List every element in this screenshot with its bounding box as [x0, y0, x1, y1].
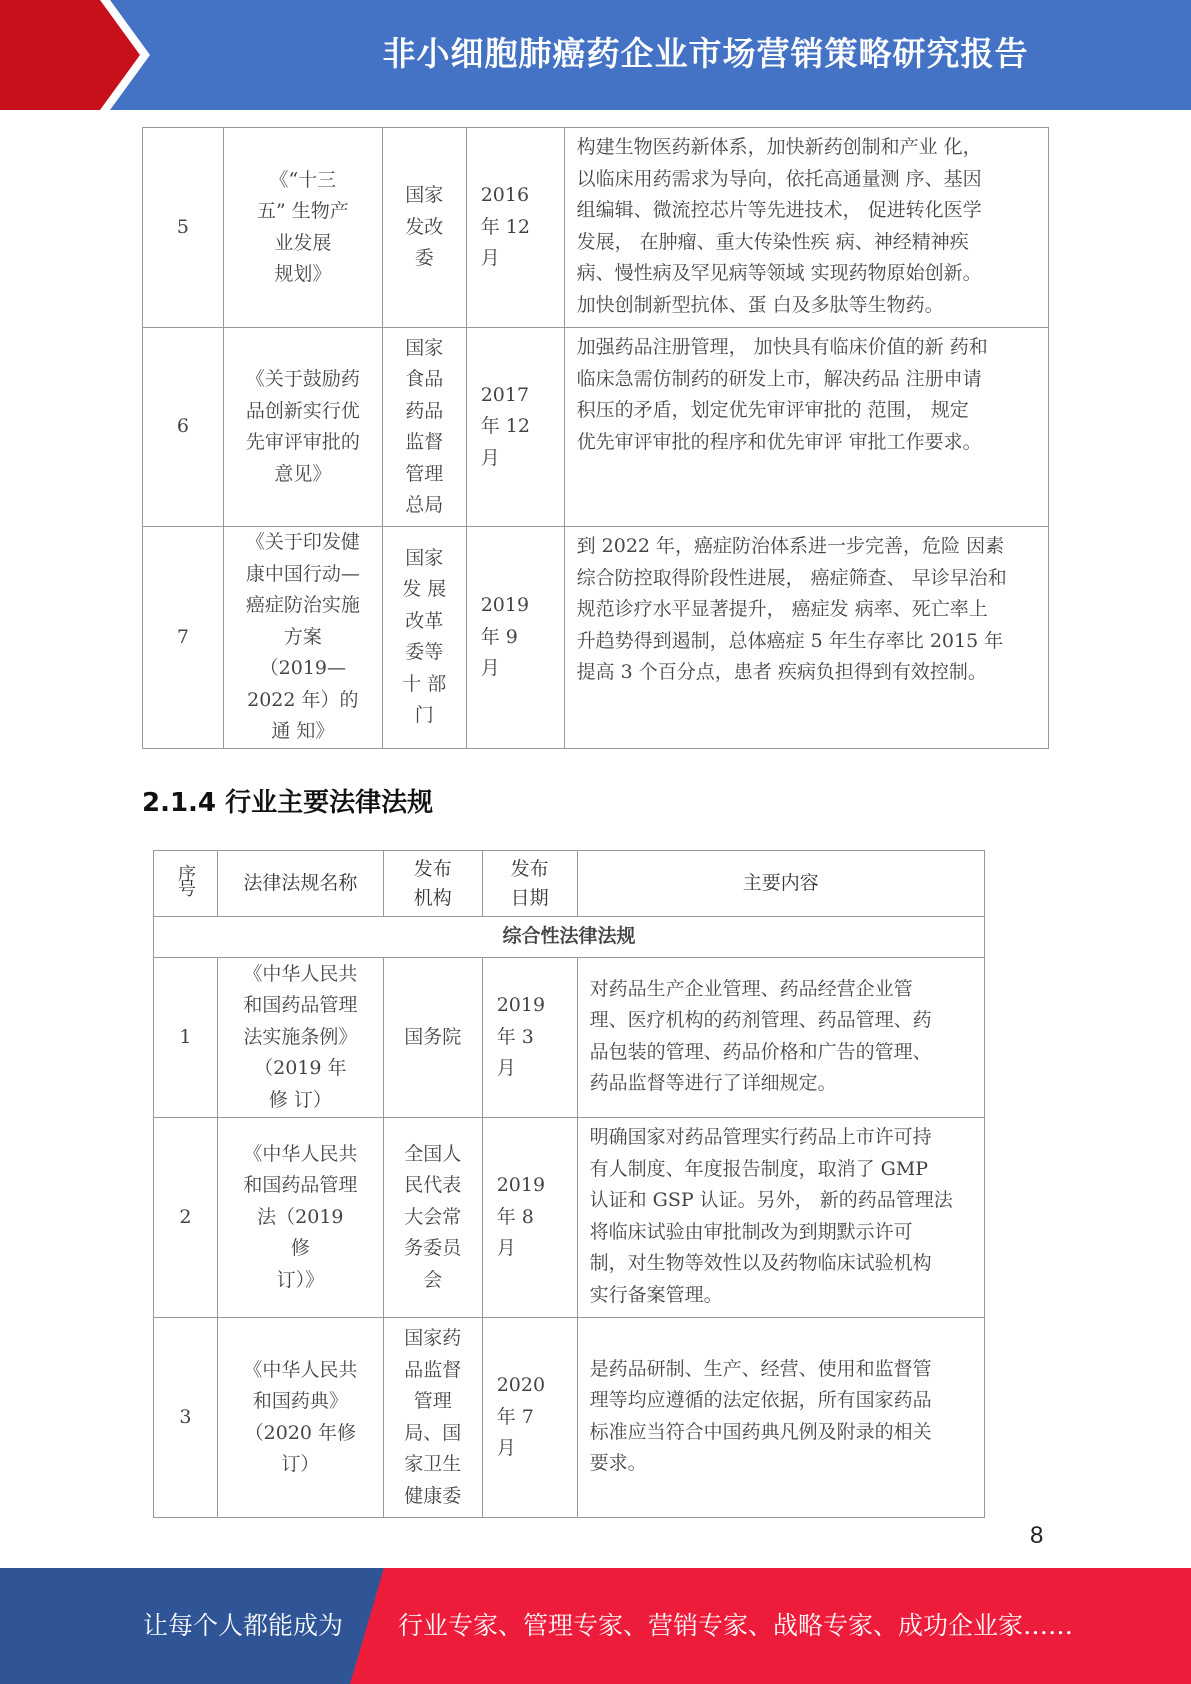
regulation-name-line: 和国药品管理: [243, 1174, 358, 1197]
issuing-org-line: 国家: [405, 546, 444, 569]
issuing-org: [382, 527, 466, 749]
issue-date-line: 年 9: [480, 625, 518, 648]
main-content-line: 加快创制新型抗体、蛋 白及多肽等生物药。: [576, 293, 944, 316]
issue-date-line: 月: [496, 1237, 516, 1260]
regulation-name: [217, 1118, 383, 1318]
header-num: 序号: [154, 851, 218, 917]
issue-date-line: 2020: [496, 1374, 546, 1397]
issuing-org-line: 家卫生: [404, 1453, 462, 1475]
main-content: [564, 527, 1048, 749]
regulation-name-line: 五” 生物产: [256, 200, 349, 222]
main-content-line: 实行备案管理。: [589, 1283, 723, 1306]
main-content-line: 加强药品注册管理， 加快具有临床价值的新 药和: [576, 336, 988, 358]
issuing-org: [383, 1118, 482, 1318]
table-row: [154, 958, 985, 1118]
regulation-name-line: 品创新实行优: [245, 399, 360, 422]
report-footer: [0, 1568, 1191, 1684]
regulation-name: [217, 1318, 383, 1518]
main-content: [564, 128, 1048, 328]
regulation-name-line: 通 知》: [271, 720, 335, 742]
issue-date-line: 月: [480, 247, 500, 270]
main-content-line: 发展， 在肿瘤、重大传染性疾 病、神经精神疾: [576, 230, 969, 253]
issue-date: [466, 328, 564, 527]
regulation-name-line: 订）: [281, 1453, 320, 1475]
main-content-line: 认证和 GSP 认证。另外， 新的药品管理法: [589, 1189, 953, 1211]
row-number: 6: [143, 328, 224, 527]
main-content-line: 综合防控取得阶段性进展， 癌症筛查、 早诊早治和: [576, 566, 1007, 589]
header-content: 主要内容: [577, 851, 984, 917]
main-content-line: 理等均应遵循的法定依据，所有国家药品: [589, 1389, 932, 1411]
main-content-line: 药品监督等进行了详细规定。: [589, 1072, 837, 1094]
issue-date: [482, 1318, 577, 1518]
main-content-line: 构建生物医药新体系，加快新药创制和产业 化，: [576, 136, 982, 158]
policy-table: [142, 127, 1049, 749]
regulation-name-line: 订）》: [276, 1268, 325, 1291]
row-number: 2: [154, 1118, 218, 1318]
issuing-org: [382, 328, 466, 527]
main-content-line: 组编辑、微流控芯片等先进技术， 促进转化医学: [576, 199, 982, 221]
footer-slogan-right: 行业专家、管理专家、营销专家、战略专家、成功企业家……: [398, 1611, 1074, 1640]
issuing-org-line: 发改: [405, 215, 444, 238]
issuing-org-line: 国家药: [404, 1327, 462, 1349]
main-content: [564, 328, 1048, 527]
issuing-org-line: 局、国: [404, 1421, 462, 1444]
main-content-line: 理、医疗机构的药剂管理、药品管理、药: [589, 1009, 932, 1031]
row-number: 5: [143, 128, 224, 328]
regulation-name-line: 意见》: [274, 462, 332, 485]
main-content-line: 要求。: [589, 1452, 647, 1474]
regulation-name: [223, 128, 382, 328]
main-content-line: 是药品研制、生产、经营、使用和监督管: [589, 1357, 932, 1380]
regulation-name-line: 修: [290, 1237, 310, 1260]
law-table: [153, 850, 985, 1518]
footer-slogan-left: 让每个人都能成为: [143, 1611, 344, 1640]
issue-date-line: 2019: [480, 594, 530, 616]
issuing-org: [383, 1318, 482, 1518]
group-row: [154, 917, 985, 958]
issuing-org: [382, 128, 466, 328]
page-number: 8: [1030, 1522, 1044, 1549]
regulation-name-line: 康中国行动—: [245, 562, 360, 585]
issuing-org-line: 药品: [405, 399, 444, 422]
regulation-name-line: 2022 年）的: [247, 688, 359, 711]
row-number: 7: [143, 527, 224, 749]
issue-date-line: 年 8: [496, 1205, 534, 1228]
issue-date: [466, 527, 564, 749]
issuing-org-line: 国务院: [404, 1025, 462, 1048]
issue-date: [482, 1118, 577, 1318]
header-name: 法律法规名称: [217, 851, 383, 917]
regulation-name-line: 《中华人民共: [243, 1142, 358, 1165]
issue-date-line: 月: [496, 1057, 516, 1080]
regulation-name-line: （2019 年: [254, 1057, 347, 1080]
law-table-header: [154, 851, 985, 917]
issuing-org-line: 食品: [405, 368, 444, 390]
issuing-org-line: 管理: [405, 462, 444, 485]
regulation-name-line: 业发展: [274, 231, 332, 254]
main-content-line: 优先审评审批的程序和优先审评 审批工作要求。: [576, 430, 982, 453]
regulation-name-line: 和国药典》: [252, 1390, 348, 1412]
issue-date-line: 2016: [480, 184, 530, 207]
issue-date: [482, 958, 577, 1118]
issue-date-line: 年 7: [496, 1405, 534, 1428]
issue-date-line: 年 12: [480, 415, 530, 438]
issue-date: [466, 128, 564, 328]
issuing-org-line: 监督: [405, 431, 444, 453]
issue-date-line: 2019: [496, 994, 546, 1017]
main-content-line: 病、慢性病及罕见病等领域 实现药物原始创新。: [576, 262, 982, 284]
issue-date-line: 年 12: [480, 215, 530, 238]
issuing-org-line: 健康委: [404, 1484, 462, 1507]
report-header: [0, 0, 1191, 110]
main-content-line: 将临床试验由审批制改为到期默示许可: [589, 1220, 913, 1243]
issuing-org-line: 管理: [413, 1390, 452, 1412]
regulation-name-line: 方案: [283, 625, 322, 648]
regulation-name-line: （2020 年修: [244, 1421, 357, 1444]
section-title: 2.1.4 行业主要法律法规: [142, 788, 434, 818]
issuing-org-line: 改革: [405, 609, 444, 632]
regulation-name-line: 《“十三: [269, 168, 337, 191]
issuing-org-line: 门: [414, 704, 434, 727]
header-date: 发布 日期: [482, 851, 577, 917]
regulation-name-line: 修 订）: [268, 1088, 332, 1111]
regulation-name-line: 先审评审批的: [245, 431, 360, 453]
issuing-org-line: 务委员: [404, 1237, 462, 1260]
main-content-line: 规范诊疗水平显著提升， 癌症发 病率、死亡率上: [576, 598, 988, 620]
main-content-line: 到 2022 年，癌症防治体系进一步完善，危险 因素: [576, 535, 1005, 557]
issuing-org-line: 发 展: [402, 578, 447, 601]
issuing-org-line: 委等: [405, 641, 444, 664]
issuing-org-line: 全国人: [404, 1142, 462, 1165]
regulation-name-line: 法实施条例》: [243, 1025, 358, 1048]
report-title: 非小细胞肺癌药企业市场营销策略研究报告: [382, 34, 1029, 73]
main-content-line: 制，对生物等效性以及药物临床试验机构: [589, 1252, 932, 1274]
issuing-org-line: 民代表: [404, 1174, 462, 1197]
row-number: 1: [154, 958, 218, 1118]
regulation-name-line: 《中华人民共: [243, 1358, 358, 1381]
issue-date-line: 月: [480, 657, 500, 679]
table-row: [143, 128, 1049, 328]
regulation-name-line: 《关于鼓励药: [245, 368, 360, 390]
regulation-name-line: 《中华人民共: [243, 962, 358, 985]
main-content-line: 品包装的管理、药品价格和广告的管理、: [589, 1040, 932, 1063]
main-content-line: 标准应当符合中国药典凡例及附录的相关: [589, 1420, 932, 1443]
regulation-name-line: 《关于印发健: [245, 531, 360, 553]
row-number: 3: [154, 1318, 218, 1518]
main-content-line: 有人制度、年度报告制度，取消了 GMP: [589, 1157, 929, 1180]
regulation-name: [217, 958, 383, 1118]
issue-date-line: 月: [480, 446, 500, 469]
regulation-name-line: （2019—: [259, 657, 347, 679]
regulation-name-line: 规划》: [274, 263, 332, 285]
issuing-org-line: 大会常: [404, 1205, 462, 1228]
issue-date-line: 2019: [496, 1174, 546, 1197]
issue-date-line: 年 3: [496, 1025, 534, 1048]
table-row: [143, 328, 1049, 527]
regulation-name: [223, 328, 382, 527]
issuing-org-line: 国家: [405, 184, 444, 207]
issuing-org-line: 品监督: [404, 1358, 462, 1381]
issuing-org-line: 国家: [405, 336, 444, 359]
main-content-line: 临床急需仿制药的研发上市，解决药品 注册申请: [576, 367, 982, 390]
main-content-line: 提高 3 个百分点，患者 疾病负担得到有效控制。: [576, 661, 987, 683]
group-label: 综合性法律法规: [154, 917, 985, 958]
main-content: [577, 1318, 984, 1518]
main-content: [577, 1118, 984, 1318]
main-content-line: 以临床用药需求为导向，依托高通量测 序、基因: [576, 167, 982, 190]
issuing-org: [383, 958, 482, 1118]
issuing-org-line: 会: [423, 1268, 443, 1291]
main-content-line: 对药品生产企业管理、药品经营企业管: [589, 977, 913, 1000]
regulation-name-line: 法（2019: [257, 1205, 344, 1228]
issuing-org-line: 委: [414, 247, 434, 270]
table-row: [154, 1318, 985, 1518]
regulation-name-line: 癌症防治实施: [245, 594, 360, 616]
issue-date-line: 2017: [480, 383, 530, 406]
header-arrow-decoration: [0, 0, 160, 110]
issuing-org-line: 总局: [405, 494, 444, 516]
regulation-name-line: 和国药品管理: [243, 994, 358, 1017]
issuing-org-line: 十 部: [402, 672, 447, 695]
regulation-name: [223, 527, 382, 749]
main-content-line: 升趋势得到遏制，总体癌症 5 年生存率比 2015 年: [576, 629, 1004, 652]
issue-date-line: 月: [496, 1437, 516, 1460]
table-row: [143, 527, 1049, 749]
header-org: 发布 机构: [383, 851, 482, 917]
main-content: [577, 958, 984, 1118]
main-content-line: 明确国家对药品管理实行药品上市许可持: [589, 1126, 932, 1148]
table-row: [154, 1118, 985, 1318]
main-content-line: 积压的矛盾，划定优先审评审批的 范围， 规定: [576, 399, 969, 421]
